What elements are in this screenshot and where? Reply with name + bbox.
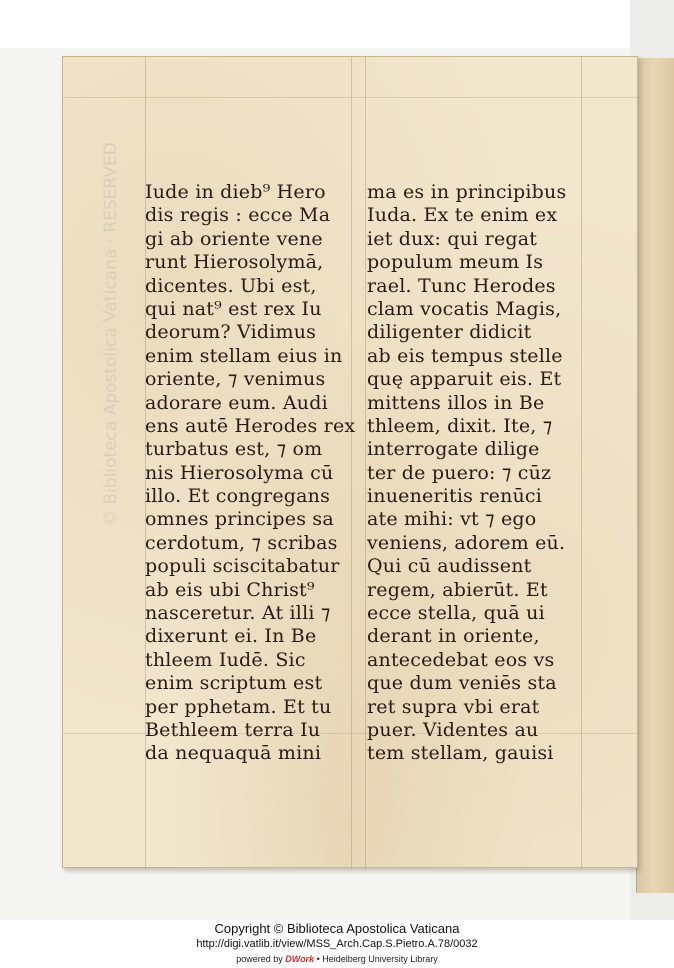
dwork-brand[interactable]: DWork — [285, 954, 315, 964]
manuscript-line: Iude in dieb⁹ Hero — [145, 181, 326, 203]
manuscript-line: qui nat⁹ est rex Iu — [145, 297, 322, 320]
manuscript-line: gi ab oriente vene — [145, 227, 323, 250]
manuscript-line: populi sciscitabatur — [145, 555, 340, 578]
manuscript-line: diligenter didicit — [367, 321, 532, 344]
manuscript-line: runt Hierosolymā, — [145, 251, 324, 274]
adjacent-leaf-edge — [636, 58, 674, 893]
manuscript-line: derant in oriente, — [367, 625, 540, 648]
manuscript-line: dicentes. Ubi est, — [145, 274, 317, 297]
manuscript-line: cerdotum, ⁊ scribas — [145, 531, 338, 554]
manuscript-line: ab eis tempus stelle — [367, 344, 563, 367]
top-margin — [0, 0, 674, 48]
manuscript-line: turbatus est, ⁊ om — [145, 438, 323, 461]
ruling-line — [63, 97, 639, 98]
manuscript-line: ens autē Herodes rex — [145, 414, 356, 437]
manuscript-line: ecce stella, quā ui — [367, 602, 545, 625]
manuscript-line: mittens illos in Be — [367, 391, 545, 414]
manuscript-folio — [62, 56, 638, 868]
manuscript-line: ret supra vbi erat — [367, 695, 540, 718]
manuscript-line: nis Hierosolyma cū — [145, 461, 334, 484]
copyright-text: Copyright © Biblioteca Apostolica Vaticana — [214, 921, 460, 936]
manuscript-line: ab eis ubi Christ⁹ — [145, 578, 315, 601]
manuscript-line: rael. Tunc Herodes — [367, 274, 556, 297]
manuscript-line: per pphetam. Et tu — [145, 695, 332, 718]
manuscript-line: enim stellam eius in — [145, 344, 343, 367]
manuscript-line: enim scriptum est — [145, 672, 323, 695]
manuscript-line: illo. Et congregans — [145, 485, 331, 508]
manuscript-line: veniens, adorem eū. — [367, 531, 566, 554]
manuscript-line: que dum veniēs sta — [367, 672, 557, 695]
manuscript-line: dis regis : ecce Ma — [145, 204, 331, 227]
manuscript-line: da nequaquā mini — [145, 742, 322, 765]
manuscript-line: regem, abierūt. Et — [367, 578, 548, 601]
ruling-line — [581, 57, 582, 869]
manuscript-line: thleem Iudē. Sic — [145, 648, 306, 671]
manuscript-line: oriente, ⁊ venimus — [145, 368, 326, 391]
manuscript-line: deorum? Vidimus — [145, 321, 317, 344]
manuscript-line: populum meum Is — [367, 251, 544, 274]
manuscript-line: ter de puero: ⁊ cūz — [367, 461, 552, 484]
manuscript-line: antecedebat eos vs — [367, 648, 555, 671]
footer — [0, 920, 674, 968]
watermark-text: © Biblioteca Apostolica Vaticana · RESERVED — [101, 142, 121, 527]
manuscript-line: ma es in principibus — [367, 181, 567, 203]
manuscript-line: inueneritis renūci — [367, 485, 543, 508]
manuscript-line: Bethleem terra Iu — [145, 718, 321, 741]
manuscript-line: tem stellam, gauisi — [367, 742, 554, 765]
text-column-left — [145, 181, 355, 766]
manuscript-line: quę apparuit eis. Et — [367, 368, 562, 391]
manuscript-line: dixerunt ei. In Be — [145, 625, 317, 648]
manuscript-line: interrogate dilige — [367, 438, 540, 461]
manuscript-line: puer. Videntes au — [367, 718, 539, 741]
powered-prefix: powered by — [236, 954, 286, 964]
source-url-link[interactable]: http://digi.vatlib.it/view/MSS_Arch.Cap.S.Pietro.A.78/0032 — [196, 938, 478, 950]
manuscript-line: ate mihi: vt ⁊ ego — [367, 508, 537, 531]
manuscript-line: adorare eum. Audi — [145, 391, 328, 414]
manuscript-line: thleem, dixit. Ite, ⁊ — [367, 414, 553, 437]
manuscript-line: Qui cū audissent — [367, 555, 532, 578]
manuscript-line: omnes principes sa — [145, 508, 334, 531]
ruling-line — [365, 57, 366, 869]
powered-by-text — [0, 954, 674, 964]
text-column-right — [367, 181, 577, 766]
manuscript-line: nasceretur. At illi ⁊ — [145, 602, 331, 625]
powered-suffix: • Heidelberg University Library — [314, 954, 438, 964]
manuscript-line: Iuda. Ex te enim ex — [367, 204, 558, 227]
manuscript-line: iet dux: qui regat — [367, 227, 538, 250]
manuscript-line: clam vocatis Magis, — [367, 297, 562, 320]
